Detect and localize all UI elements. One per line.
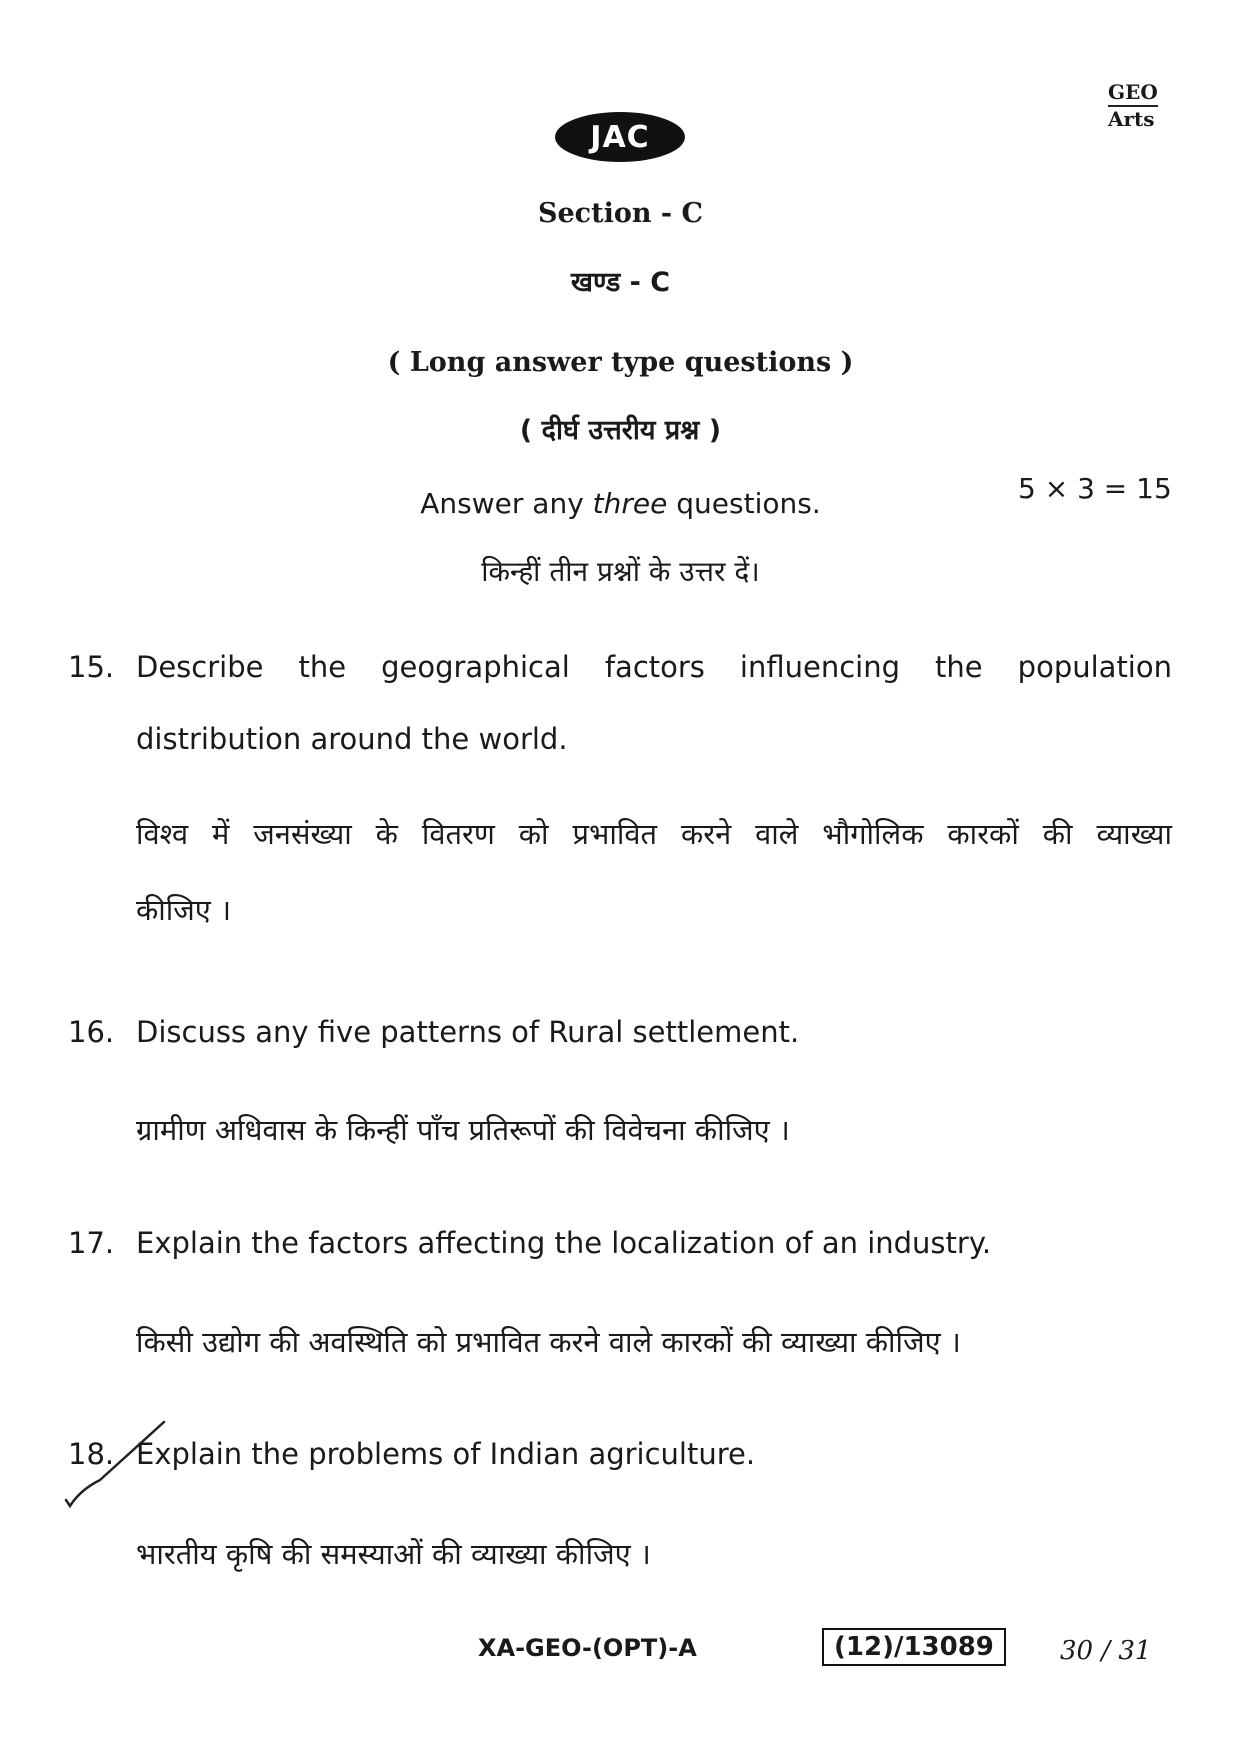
instruction-prefix: Answer any <box>420 487 593 520</box>
question-type-hindi: ( दीर्घ उत्तरीय प्रश्न ) <box>519 415 722 446</box>
board-logo-text: JAC <box>590 119 650 155</box>
question-18-number: 18. <box>68 1437 115 1471</box>
page-number: 30 / 31 <box>1060 1636 1152 1666</box>
question-15-number: 15. <box>68 650 115 684</box>
stream-label: Arts <box>1108 107 1155 131</box>
question-17-number: 17. <box>68 1226 115 1260</box>
question-15-english-line1: Describe the geographical factors influencing the population <box>136 650 1172 684</box>
question-18-hindi: भारतीय कृषि की समस्याओं की व्याख्या कीजिए । <box>136 1537 651 1571</box>
board-logo-badge <box>555 112 685 162</box>
question-type-english: ( Long answer type questions ) <box>387 347 854 378</box>
marks-allocation: 5 × 3 = 15 <box>1018 472 1172 505</box>
question-17-english: Explain the factors affecting the localization of an industry. <box>136 1226 992 1260</box>
instruction-suffix: questions. <box>667 487 821 520</box>
question-16-number: 16. <box>68 1015 115 1049</box>
question-16-hindi: ग्रामीण अधिवास के किन्हीं पाँच प्रतिरूपों की विवेचना कीजिए । <box>136 1113 790 1147</box>
question-16-english: Discuss any five patterns of Rural settlement. <box>136 1015 800 1049</box>
subject-tag <box>1108 80 1158 131</box>
instruction-hindi: किन्हीं तीन प्रश्नों के उत्तर दें। <box>481 555 760 588</box>
section-title-english: Section - C <box>538 198 703 229</box>
instruction-emphasis: three <box>592 487 668 520</box>
question-17-hindi: किसी उद्योग की अवस्थिति को प्रभावित करने वाले कारकों की व्याख्या कीजिए । <box>136 1325 961 1359</box>
question-15-hindi-line1: विश्व में जनसंख्या के वितरण को प्रभावित करने वाले भौगोलिक कारकों की व्याख्या <box>136 817 1172 851</box>
paper-serial-box: (12)/13089 <box>822 1628 1006 1666</box>
question-15-hindi-line2: कीजिए । <box>136 893 232 927</box>
paper-code: XA-GEO-(OPT)-A <box>478 1634 697 1662</box>
subject-code: GEO <box>1108 80 1158 107</box>
question-18-english: Explain the problems of Indian agriculture. <box>136 1437 756 1471</box>
question-15-english-line2: distribution around the world. <box>136 722 568 756</box>
section-title-hindi: खण्ड - C <box>570 267 671 298</box>
